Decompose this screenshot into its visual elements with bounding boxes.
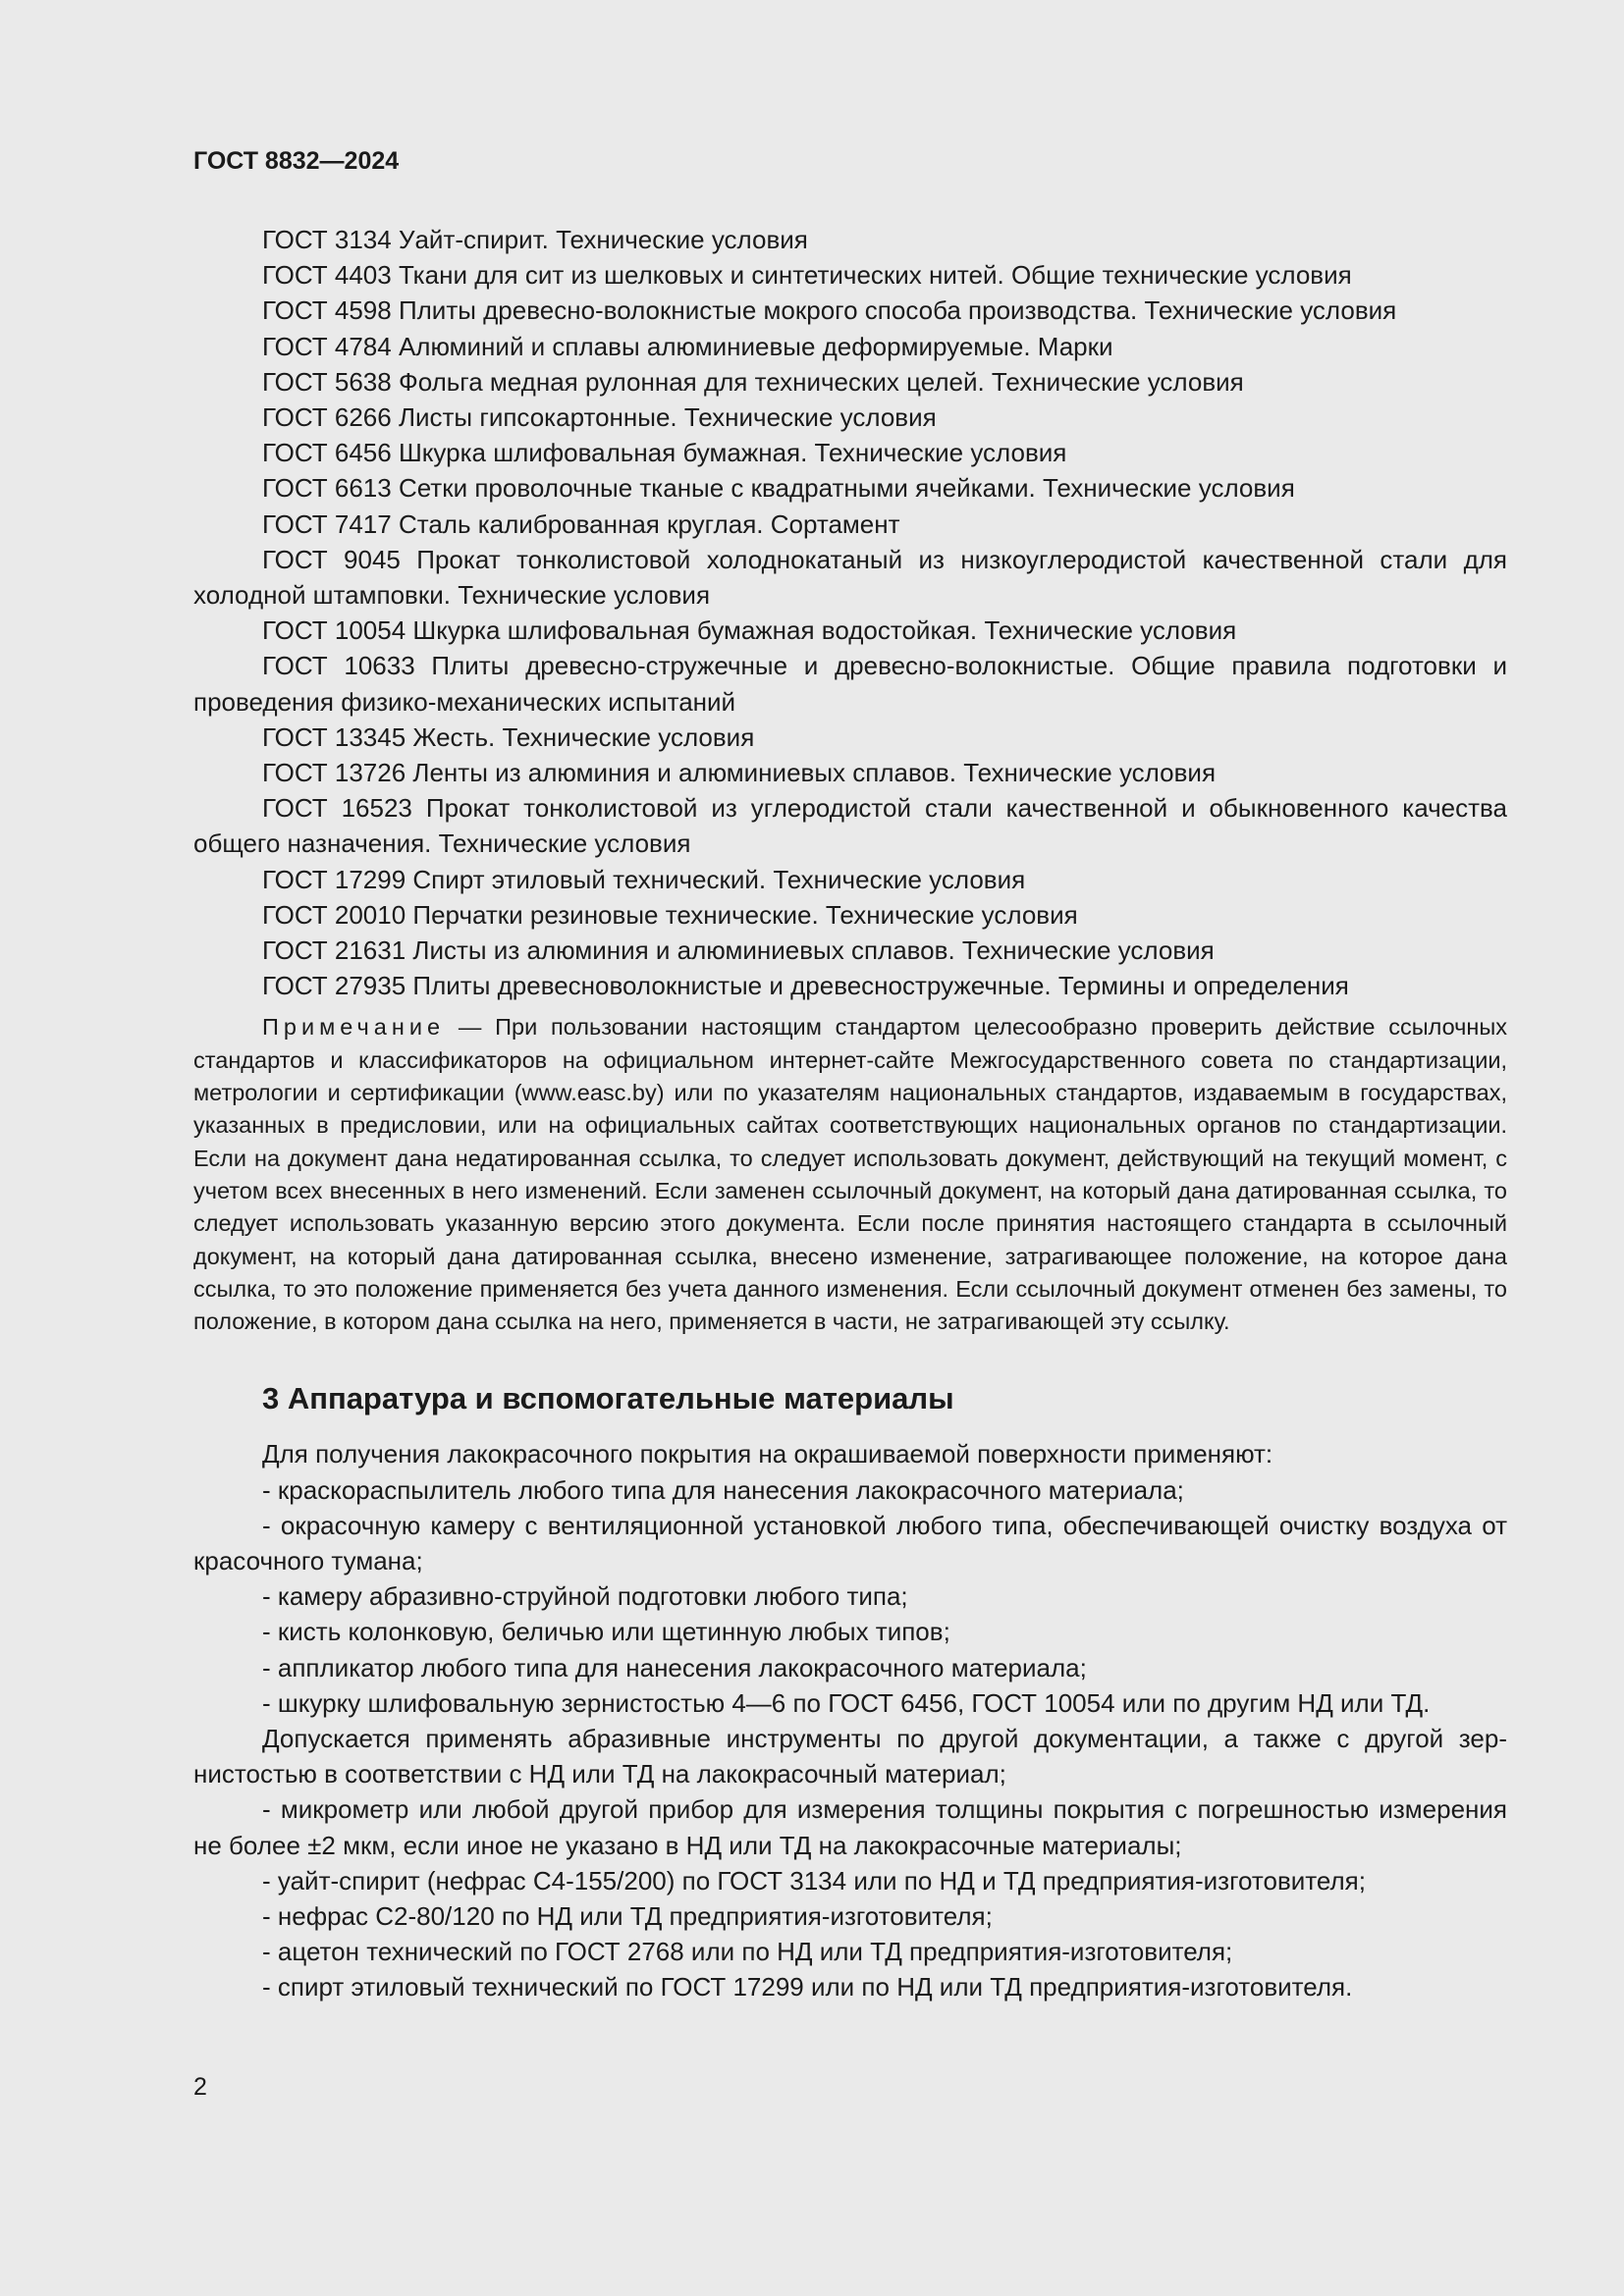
list-item: - нефрас С2-80/120 по НД или ТД предприятия-изготовителя; <box>262 1901 993 1932</box>
reference-item <box>193 293 1507 328</box>
reference-code: ГОСТ 20010 <box>262 899 406 930</box>
section-body <box>193 1436 1507 2004</box>
reference-code: ГОСТ 10054 <box>262 615 406 646</box>
body-paragraph: Для получения лакокрасочного покрытия на окрашиваемой поверхности применяют: <box>262 1439 1273 1469</box>
reference-code: ГОСТ 27935 <box>262 971 406 1001</box>
reference-code: ГОСТ 9045 <box>262 544 401 574</box>
reference-item <box>193 862 1507 897</box>
page-number: 2 <box>193 2073 207 2101</box>
reference-item <box>193 968 1507 1003</box>
note-label: Примечание <box>262 1014 446 1041</box>
reference-title: Уайт-спирит. Технические условия <box>398 225 808 254</box>
reference-code: ГОСТ 21631 <box>262 935 406 966</box>
reference-item <box>193 542 1507 613</box>
reference-code: ГОСТ 4403 <box>262 260 392 291</box>
list-item: - шкурку шлифовальную зернистостью 4—6 по ГОСТ 6456, ГОСТ 10054 или по другим НД или ТД. <box>262 1687 1431 1718</box>
reference-item <box>193 400 1507 435</box>
reference-title: Ленты из алюминия и алюминиевых сплавов. Технические условия <box>412 758 1217 788</box>
normative-references-list <box>193 222 1507 1003</box>
reference-title: Алюминий и сплавы алюминиевые деформируемые. Марки <box>398 331 1113 361</box>
reference-code: ГОСТ 16523 <box>262 793 412 824</box>
list-item: - спирт этиловый технический по ГОСТ 17299 или по НД или ТД предприятия-изготовителя. <box>262 1972 1353 2002</box>
reference-item <box>193 613 1507 648</box>
reference-title: Перчатки резиновые технические. Технические условия <box>412 899 1078 930</box>
reference-code: ГОСТ 7417 <box>262 508 392 539</box>
list-item: - краскораспылитель любого типа для нанесения лакокрасочного материала; <box>262 1474 1184 1505</box>
list-item: - окрасочную камеру с вентиляционной установкой любого типа, обеспечивающей очистку воздуха от красочного тумана; <box>193 1510 1507 1576</box>
reference-code: ГОСТ 6266 <box>262 402 392 433</box>
reference-item <box>193 507 1507 542</box>
reference-title: Сталь калиброванная круглая. Сортамент <box>398 508 900 539</box>
reference-title: Плиты древесно-волокнистые мокрого способа производства. Технические условия <box>398 295 1397 326</box>
reference-code: ГОСТ 13726 <box>262 758 406 788</box>
reference-title: Спирт этиловый технический. Технические условия <box>412 864 1026 894</box>
reference-item <box>193 755 1507 790</box>
reference-code: ГОСТ 3134 <box>262 225 392 254</box>
reference-item <box>193 933 1507 968</box>
reference-code: ГОСТ 5638 <box>262 366 392 397</box>
reference-title: Фольга медная рулонная для технических целей. Технические условия <box>398 366 1244 397</box>
reference-title: Листы из алюминия и алюминиевых сплавов. Технические условия <box>412 935 1215 966</box>
reference-title: Жесть. Технические условия <box>412 721 755 752</box>
list-item: - аппликатор любого типа для нанесения лакокрасочного материала; <box>262 1652 1087 1682</box>
reference-title: Шкурка шлифовальная бумажная водостойкая. Технические условия <box>412 615 1237 646</box>
list-item: - уайт-спирит (нефрас С4-155/200) по ГОСТ 3134 или по НД и ТД предприятия-изготовителя; <box>262 1865 1366 1896</box>
reference-title: Прокат тонколистовой из углеродистой стали качественной и обыкновенного качества общего назначения. Технические условия <box>193 793 1507 859</box>
reference-title: Шкурка шлифовальная бумажная. Технические условия <box>398 438 1067 468</box>
reference-item <box>193 329 1507 364</box>
reference-code: ГОСТ 4784 <box>262 331 392 361</box>
reference-title: Плиты древесноволокнистые и древесностружечные. Термины и определения <box>412 971 1349 1001</box>
reference-code: ГОСТ 17299 <box>262 864 406 894</box>
reference-title: Плиты древесно-стружечные и древесно-волокнистые. Общие правила подготовки и проведения физико-механических испытаний <box>193 651 1507 717</box>
reference-title: Листы гипсокартонные. Технические условия <box>398 402 937 433</box>
references-note <box>193 1011 1507 1338</box>
reference-item <box>193 364 1507 400</box>
note-text: — При пользовании настоящим стандартом целесообразно проверить действие ссылочных стандартов и классификаторов на официальном интернет-сайте Межгосударственного совета по стандартизации, метрологии и сертификации (www.easc.by) или по указателям национальных стандартов, издаваемым в государствах, указанных в предисловии, или на официальных сайтах соответствующих национальных органов по стандартизации. Если на документ дана недатированная ссылка, то следует использовать документ, действующий на текущий момент, с учетом всех внесенных в него изменений. Если заменен ссылочный документ, на который дана датированная ссылка, то следует использовать указанную версию этого документа. Если после принятия настоящего стандарта в ссылочный документ, на который дана датированная ссылка, внесено изменение, затрагивающее положение, на которое дана ссылка, то это положение применяется без учета данного изменения. Если ссылочный документ отменен без замены, то положение, в котором дана ссылка на него, применяется в части, не затрагивающей эту ссылку. <box>193 1014 1507 1335</box>
section-heading: 3 Аппаратура и вспомогательные материалы <box>262 1381 954 1416</box>
body-paragraph: Допускается применять абразивные инструменты по другой документации, а также с другой зернистостью в соответствии с НД или ТД на лакокрасочный материал; <box>193 1724 1507 1789</box>
reference-item <box>193 790 1507 861</box>
reference-title: Прокат тонколистовой холоднокатаный из низкоуглеродистой качественной стали для холодной штамповки. Технические условия <box>193 544 1507 611</box>
reference-item <box>193 257 1507 293</box>
reference-item <box>193 897 1507 933</box>
page-content <box>193 222 1507 2005</box>
reference-code: ГОСТ 6456 <box>262 438 392 468</box>
reference-code: ГОСТ 13345 <box>262 721 406 752</box>
reference-code: ГОСТ 10633 <box>262 651 415 681</box>
reference-item <box>193 720 1507 755</box>
reference-code: ГОСТ 4598 <box>262 295 392 326</box>
reference-title: Сетки проволочные тканые с квадратными ячейками. Технические условия <box>398 473 1295 504</box>
reference-title: Ткани для сит из шелковых и синтетических нитей. Общие технические условия <box>398 260 1352 291</box>
reference-item <box>193 648 1507 719</box>
list-item: - ацетон технический по ГОСТ 2768 или по НД или ТД предприятия-изготовителя; <box>262 1937 1233 1967</box>
list-item: - микрометр или любой другой прибор для измерения толщины покрытия с погрешностью измерения не более ±2 мкм, если иное не указано в НД или ТД на лакокрасочные материалы; <box>193 1794 1507 1860</box>
reference-code: ГОСТ 6613 <box>262 473 392 504</box>
document-code-header: ГОСТ 8832—2024 <box>193 147 400 175</box>
reference-item <box>193 222 1507 257</box>
list-item: - камеру абразивно-струйной подготовки любого типа; <box>262 1581 908 1612</box>
reference-item <box>193 435 1507 470</box>
reference-item <box>193 470 1507 506</box>
list-item: - кисть колонковую, беличью или щетинную любых типов; <box>262 1617 950 1647</box>
